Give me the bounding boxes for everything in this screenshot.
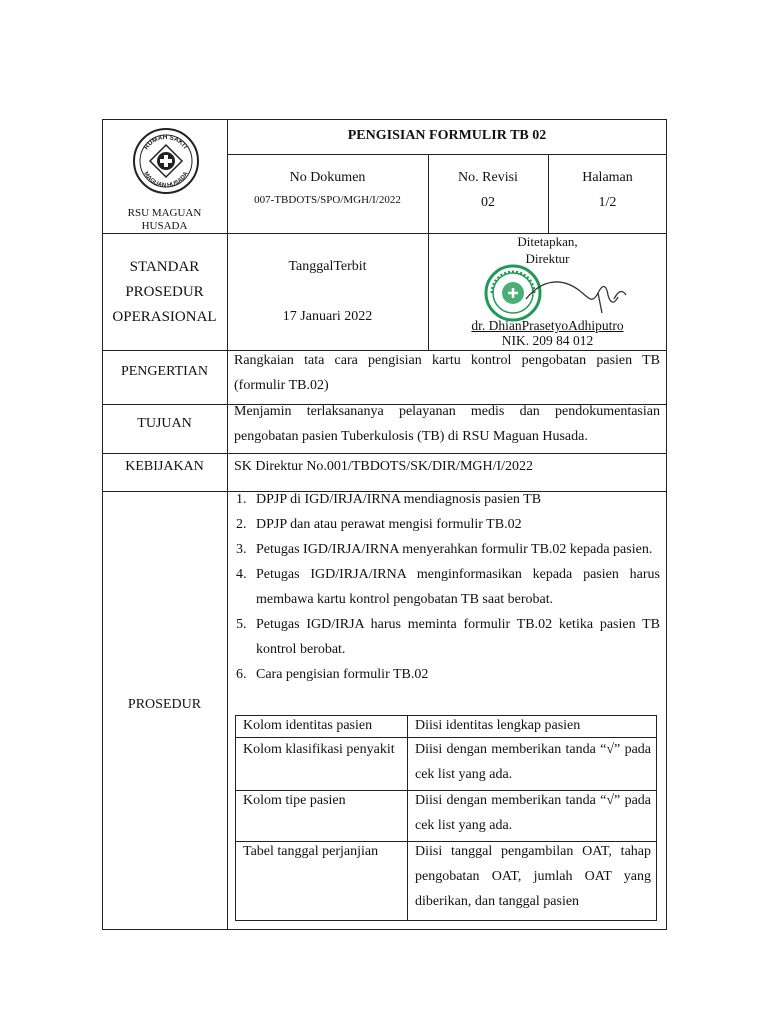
page-value: 1/2: [598, 195, 617, 210]
document-title: PENGISIAN FORMULIR TB 02: [347, 128, 547, 143]
procedure-step: 2. DPJP dan atau perawat mengisi formulir TB.02: [236, 517, 522, 532]
procedure-step: 4. Petugas IGD/IRJA/IRNA menginformasikan kepada pasien harus membawa kartu kontrol pengobatan TB saat berobat.: [236, 567, 660, 607]
issue-date-label: TanggalTerbit: [288, 259, 367, 274]
sop-label-line2: PROSEDUR: [125, 284, 204, 300]
procedure-steps: [236, 487, 660, 687]
signature-icon: [522, 269, 632, 319]
fill-table-field: Kolom klasifikasi penyakit: [243, 742, 395, 757]
hospital-logo: [132, 127, 200, 195]
procedure-step: 5. Petugas IGD/IRJA harus meminta formulir TB.02 ketika pasien TB kontrol berobat.: [236, 617, 660, 657]
revision-value: 02: [481, 195, 495, 210]
tujuan-text: Menjamin terlaksananya pelayanan medis dan pendokumentasian pengobatan pasien Tuberkulosis (TB) di RSU Maguan Husada.: [234, 404, 660, 444]
kebijakan-text: SK Direktur No.001/TBDOTS/SK/DIR/MGH/I/2022: [234, 459, 534, 474]
doc-number-value: 007-TBDOTS/SPO/MGH/I/2022: [254, 194, 401, 206]
fill-table-instruction: Diisi dengan memberikan tanda “√” pada cek list yang ada.: [415, 742, 651, 782]
hospital-name-line2: HUSADA: [141, 220, 188, 232]
prosedur-label: PROSEDUR: [127, 697, 202, 712]
kebijakan-label: KEBIJAKAN: [125, 459, 204, 474]
doc-number-label: No Dokumen: [289, 170, 366, 185]
fill-table-instruction: Diisi identitas lengkap pasien: [415, 718, 581, 733]
sop-document: [102, 119, 667, 930]
approval-line1: Ditetapkan,: [517, 234, 578, 249]
sop-label-line3: OPERASIONAL: [112, 309, 217, 325]
tujuan-label: TUJUAN: [137, 416, 192, 431]
logo-ring-top-text: RUMAH SAKIT: [142, 133, 190, 152]
procedure-step: 3. Petugas IGD/IRJA/IRNA menyerahkan formulir TB.02 kepada pasien.: [236, 542, 653, 557]
director-name: dr. DhianPrasetyoAdhiputro: [471, 318, 624, 333]
director-nik: NIK. 209 84 012: [501, 333, 594, 348]
pengertian-text: Rangkaian tata cara pengisian kartu kontrol pengobatan pasien TB (formulir TB.02): [234, 353, 660, 393]
fill-table-instruction: Diisi dengan memberikan tanda “√” pada cek list yang ada.: [415, 793, 651, 833]
fill-instruction-table: [235, 715, 657, 921]
sop-label-line1: STANDAR: [129, 259, 200, 275]
director-signature: [522, 269, 632, 319]
procedure-step: 6. Cara pengisian formulir TB.02: [236, 667, 429, 682]
pengertian-label: PENGERTIAN: [120, 364, 209, 379]
issue-date-value: 17 Januari 2022: [282, 309, 373, 324]
approval-line2: Direktur: [525, 251, 570, 266]
fill-table-field: Kolom tipe pasien: [243, 793, 346, 808]
revision-label: No. Revisi: [458, 170, 518, 185]
page-label: Halaman: [582, 170, 633, 185]
logo-ring-bottom-text: MAGUAN HUSADA: [142, 170, 190, 190]
fill-table-instruction: Diisi tanggal pengambilan OAT, tahap pengobatan OAT, jumlah OAT yang diberikan, dan tanggal pasien: [415, 844, 651, 909]
fill-table-field: Tabel tanggal perjanjian: [243, 844, 379, 859]
title-row-divider: [227, 154, 667, 155]
tujuan-row-divider: [102, 453, 667, 454]
fill-table-col-divider: [407, 715, 408, 921]
hospital-logo-icon: [132, 127, 200, 195]
hospital-name-line1: RSU MAGUAN: [127, 207, 202, 219]
fill-table-field: Kolom identitas pasien: [243, 718, 373, 733]
procedure-step: 1. DPJP di IGD/IRJA/IRNA mendiagnosis pasien TB: [236, 492, 542, 507]
column-divider: [227, 119, 228, 930]
